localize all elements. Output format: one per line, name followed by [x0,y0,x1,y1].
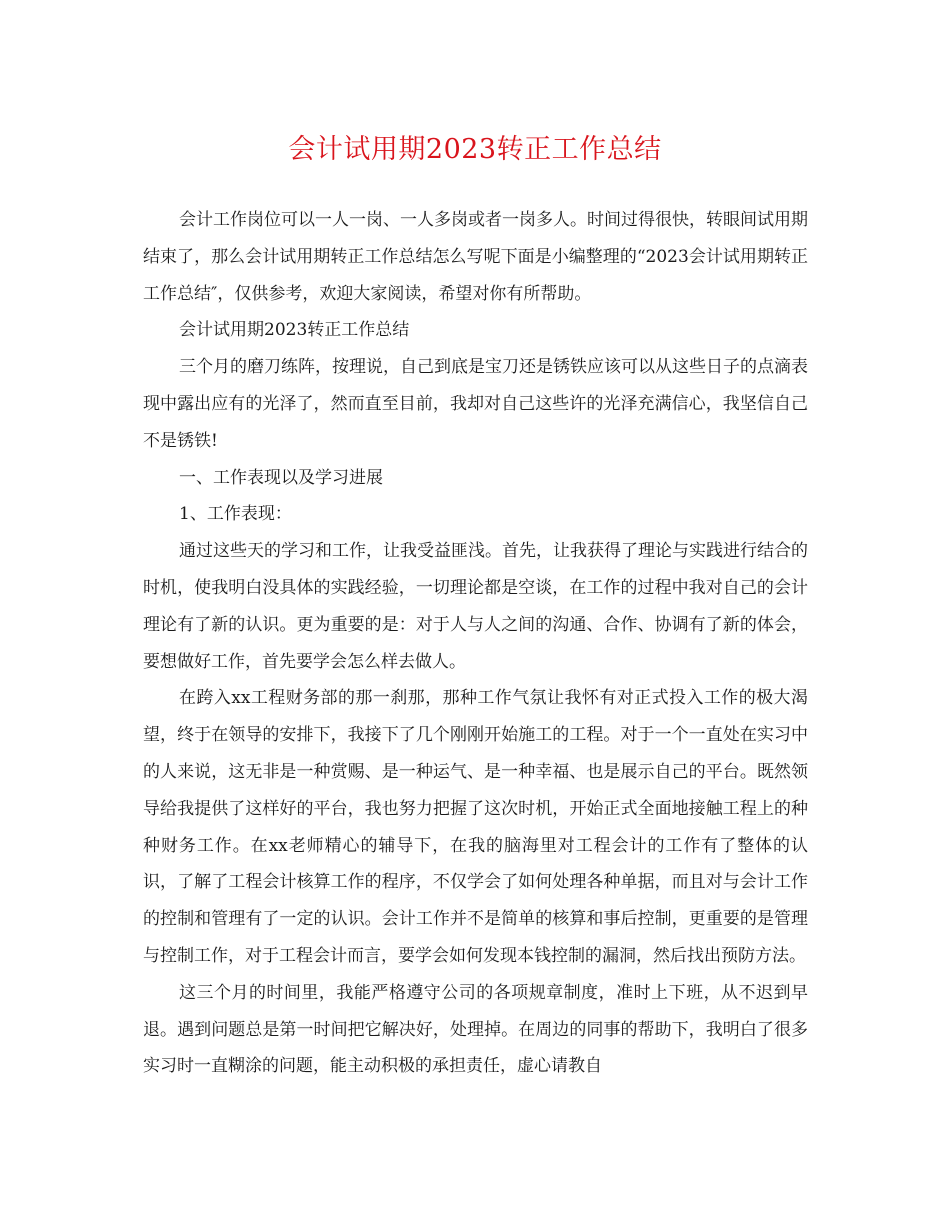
paragraph: 三个月的磨刀练阵，按理说，自己到底是宝刀还是锈铁应该可以从这些日子的点滴表现中露出应有的光泽了，然而直至目前，我却对自己这些许的光泽充满信心，我坚信自己不是锈铁! [143,357,808,451]
paragraph: 在跨入xx工程财务部的那一刹那，那种工作气氛让我怀有对正式投入工作的极大渴望，终于在领导的安排下，我接下了几个刚刚开始施工的工程。对于一个一直处在实习中的人来说，这无非是一种赏赐、是一种运气、是一种幸福、也是展示自己的平台。既然领导给我提供了这样好的平台，我也努力把握了这次时机，开始正式全面地接触工程上的种种财务工作。在xx老师精心的辅导下，在我的脑海里对工程会计的工作有了整体的认识，了解了工程会计核算工作的程序，不仅学会了如何处理各种单据，而且对与会计工作的控制和管理有了一定的认识。会计工作并不是简单的核算和事后控制，更重要的是管理与控制工作，对于工程会计而言，要学会如何发现本钱控制的漏洞，然后找出预防方法。 [143,688,808,966]
paragraph: 这三个月的时间里，我能严格遵守公司的各项规章制度，准时上下班，从不迟到早退。遇到问题总是第一时间把它解决好，处理掉。在周边的同事的帮助下，我明白了很多实习时一直糊涂的问题，能主动积极的承担责任，虚心请教自 [143,982,808,1077]
subsection-heading: 1、工作表现： [179,504,292,525]
document-title: 会计试用期2023转正工作总结 [288,134,662,165]
document-body [143,202,808,1085]
paragraph-intro: 会计工作岗位可以一人一岗、一人多岗或者一岗多人。时间过得很快，转眼间试用期结束了，那么会计试用期转正工作总结怎么写呢下面是小编整理的“2023会计试用期转正工作总结″，仅供参考，欢迎大家阅读，希望对你有所帮助。 [143,210,808,304]
section-heading: 一、工作表现以及学习进展 [179,467,383,488]
paragraph-subtitle: 会计试用期2023转正工作总结 [179,320,410,341]
paragraph: 通过这些天的学习和工作，让我受益匪浅。首先，让我获得了理论与实践进行结合的时机，使我明白没具体的实践经验，一切理论都是空谈，在工作的过程中我对自己的会计理论有了新的认识。更为重要的是：对于人与人之间的沟通、合作、协调有了新的体会，要想做好工作，首先要学会怎么样去做人。 [143,541,808,672]
